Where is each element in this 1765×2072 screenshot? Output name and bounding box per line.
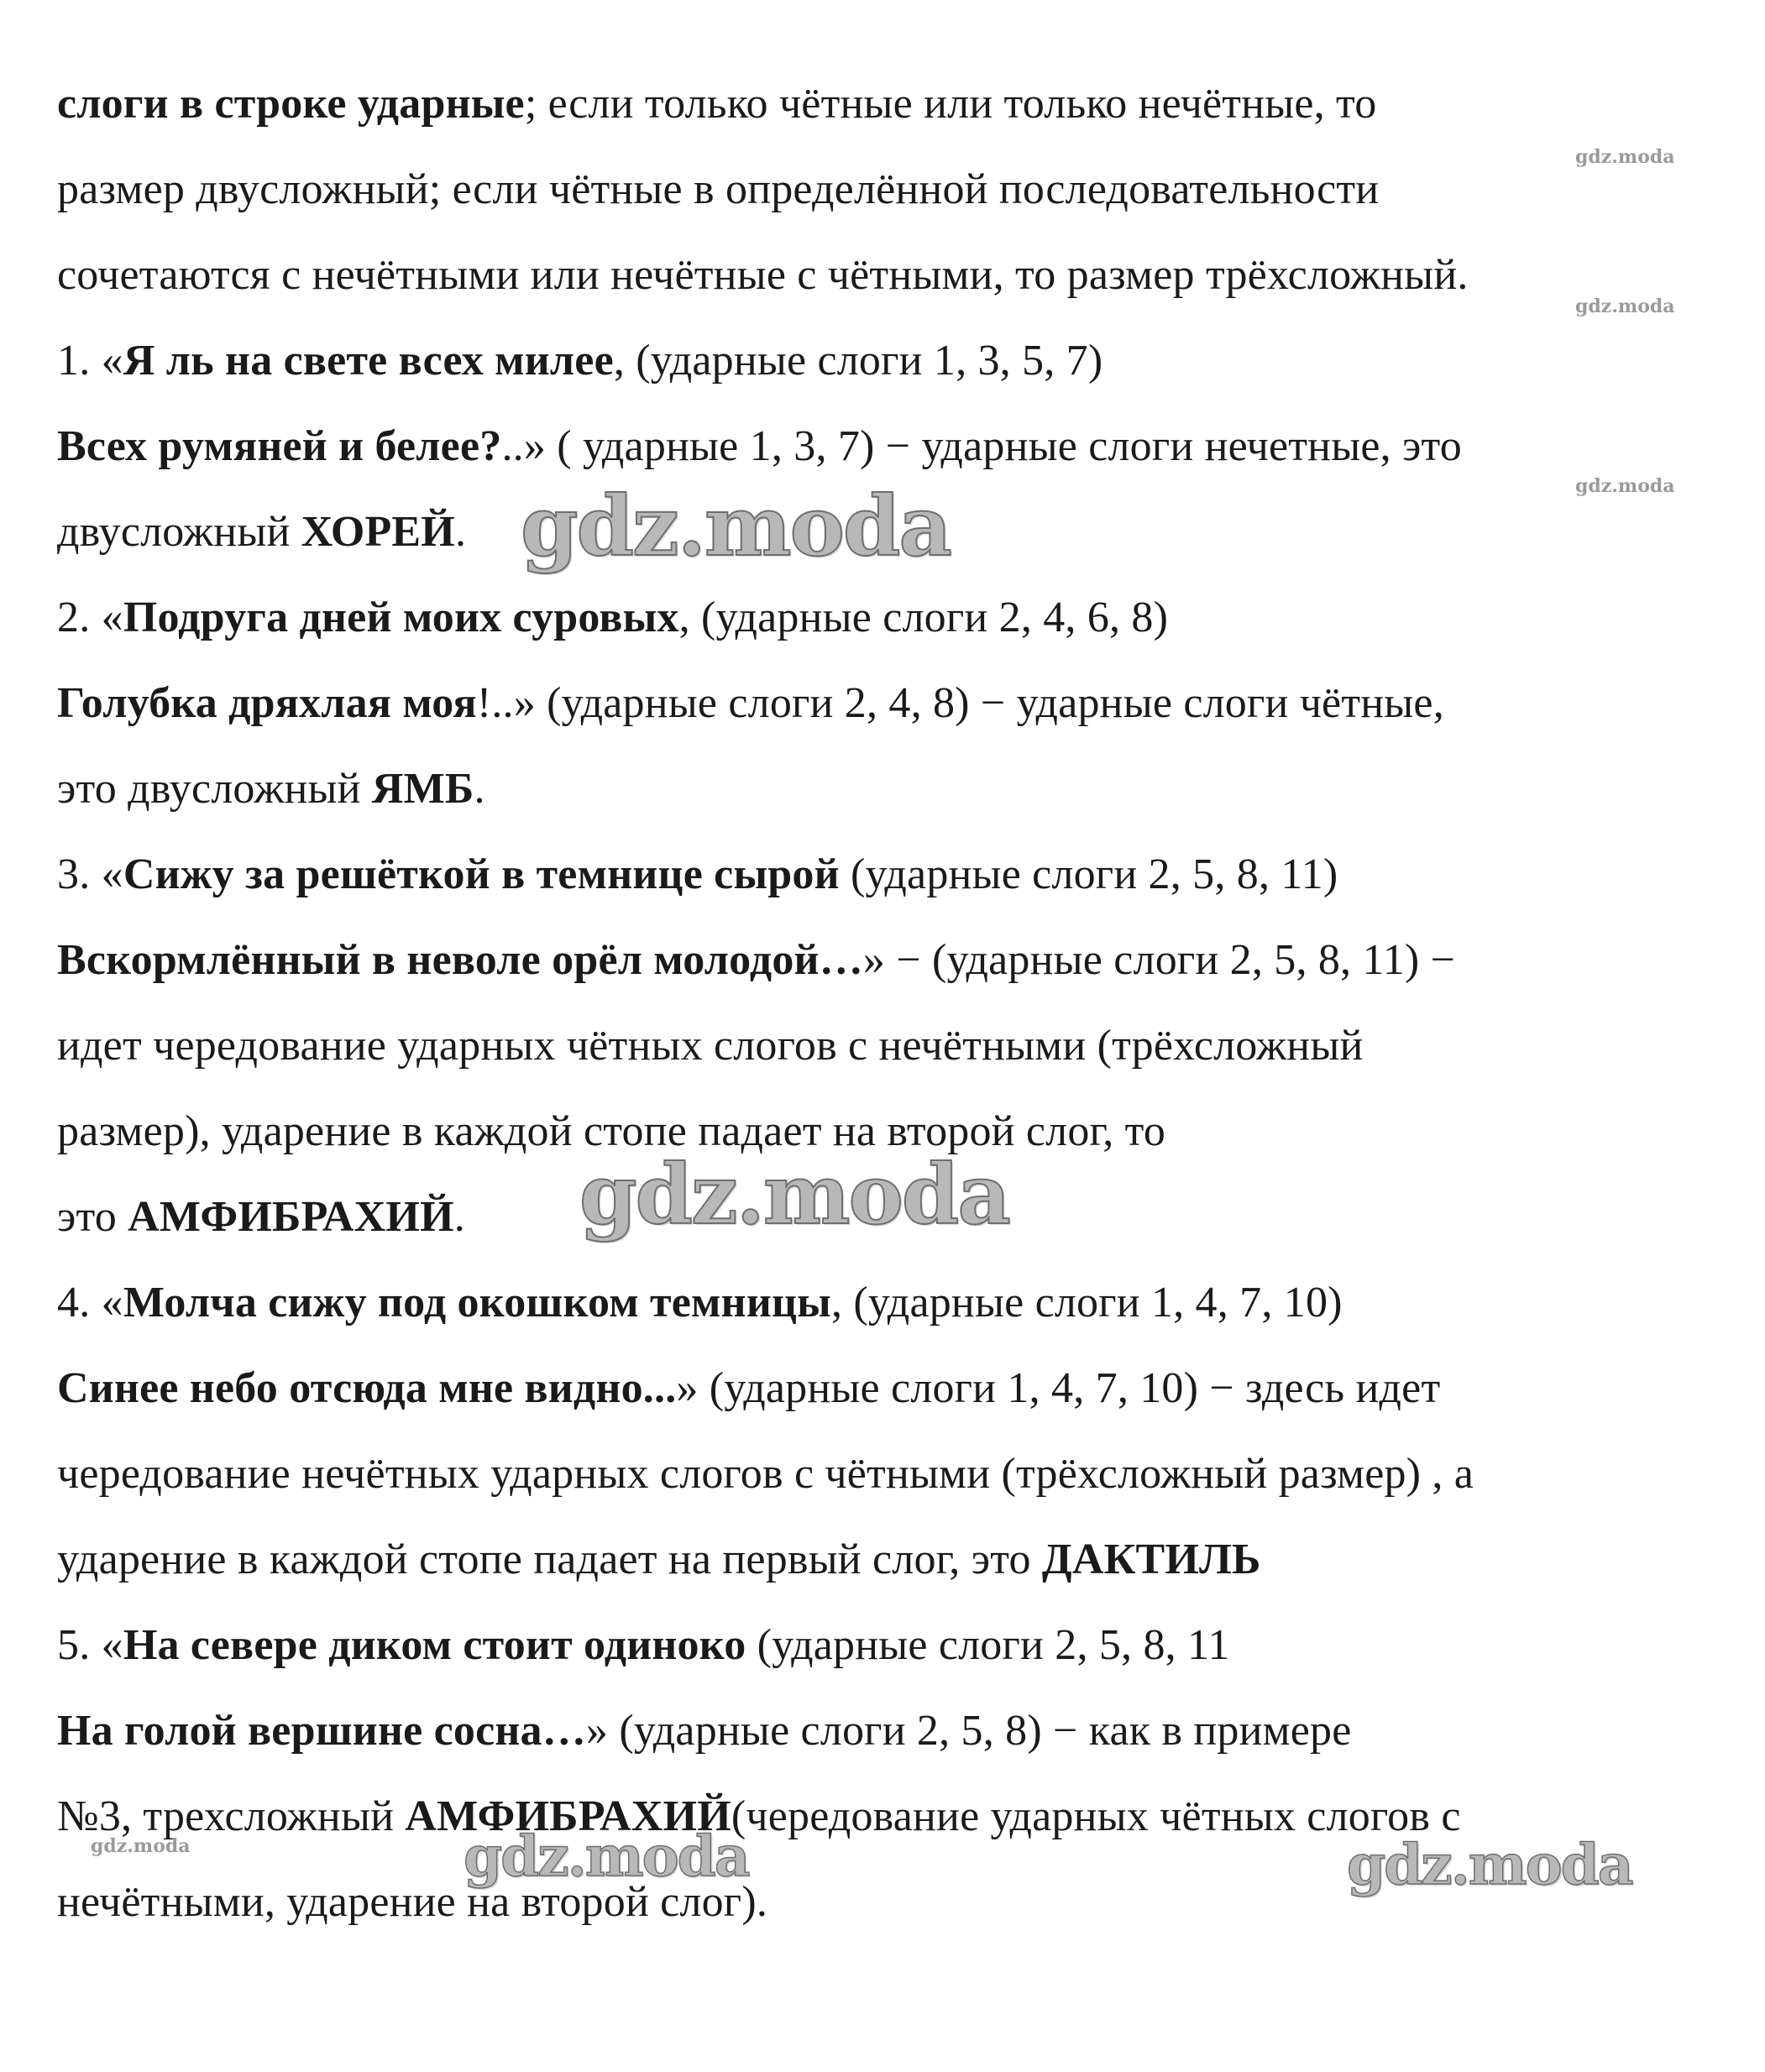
example-4-line-1: 4. «Молча сижу под окошком темницы, (ударные слоги 1, 4, 7, 10) [57, 1279, 1343, 1326]
example-5-line-2: На голой вершине сосна…» (ударные слоги 2, 5, 8) − как в примере [57, 1707, 1352, 1755]
watermark-large-1: gdz.moda [521, 479, 951, 575]
watermark-small-1: gdz.moda [1575, 146, 1675, 168]
example-3-line-3: идет чередование ударных чётных слогов с нечётными (трёхсложный [57, 1022, 1364, 1070]
watermark-small-4: gdz.moda [91, 1835, 191, 1857]
watermark-small-3: gdz.moda [1575, 475, 1675, 497]
example-4-line-2: Синее небо отсюда мне видно...» (ударные слоги 1, 4, 7, 10) − здесь идет [57, 1364, 1441, 1412]
example-5-line-4: нечётными, ударение на второй слог). [57, 1878, 768, 1926]
example-1-line-1: 1. «Я ль на свете всех милее, (ударные слоги 1, 3, 5, 7) [57, 337, 1103, 385]
example-1-line-2: Всех румяней и белее?..» ( ударные 1, 3, 7) − ударные слоги нечетные, это [57, 422, 1462, 470]
watermark-large-2: gdz.moda [579, 1147, 1009, 1243]
example-2-line-2: Голубка дряхлая моя!..» (ударные слоги 2, 4, 8) − ударные слоги чётные, [57, 679, 1444, 727]
watermark-small-2: gdz.moda [1575, 296, 1675, 317]
watermark-medium-2: gdz.moda [1347, 1832, 1632, 1897]
example-4-line-4: ударение в каждой стопе падает на первый слог, это ДАКТИЛЬ [57, 1536, 1261, 1583]
example-3-line-1: 3. «Сижу за решёткой в темнице сырой (ударные слоги 2, 5, 8, 11) [57, 850, 1338, 898]
text-line-3: сочетаются с нечётными или нечётные с чётными, то размер трёхсложный. [57, 251, 1469, 299]
text-line-1: слоги в строке ударные; если только чётные или только нечётные, то [57, 80, 1377, 128]
example-5-line-1: 5. «На севере диком стоит одиноко (ударные слоги 2, 5, 8, 11 [57, 1621, 1230, 1669]
watermark-medium-1: gdz.moda [464, 1823, 749, 1889]
text-line-2: размер двусложный; если чётные в определённой последовательности [57, 165, 1380, 213]
example-5-line-3: №3, трехсложный АМФИБРАХИЙ(чередование ударных чётных слогов с [57, 1792, 1461, 1840]
example-3-line-5: это АМФИБРАХИЙ. [57, 1193, 465, 1241]
example-2-line-1: 2. «Подруга дней моих суровых, (ударные слоги 2, 4, 6, 8) [57, 594, 1169, 641]
example-4-line-3: чередование нечётных ударных слогов с чётными (трёхсложный размер) , а [57, 1450, 1474, 1498]
example-3-line-2: Вскормлённый в неволе орёл молодой…» − (ударные слоги 2, 5, 8, 11) − [57, 936, 1456, 984]
example-3-line-4: размер), ударение в каждой стопе падает на второй слог, то [57, 1107, 1166, 1155]
example-1-line-3: двусложный ХОРЕЙ. [57, 508, 467, 556]
example-2-line-3: это двусложный ЯМБ. [57, 765, 485, 813]
